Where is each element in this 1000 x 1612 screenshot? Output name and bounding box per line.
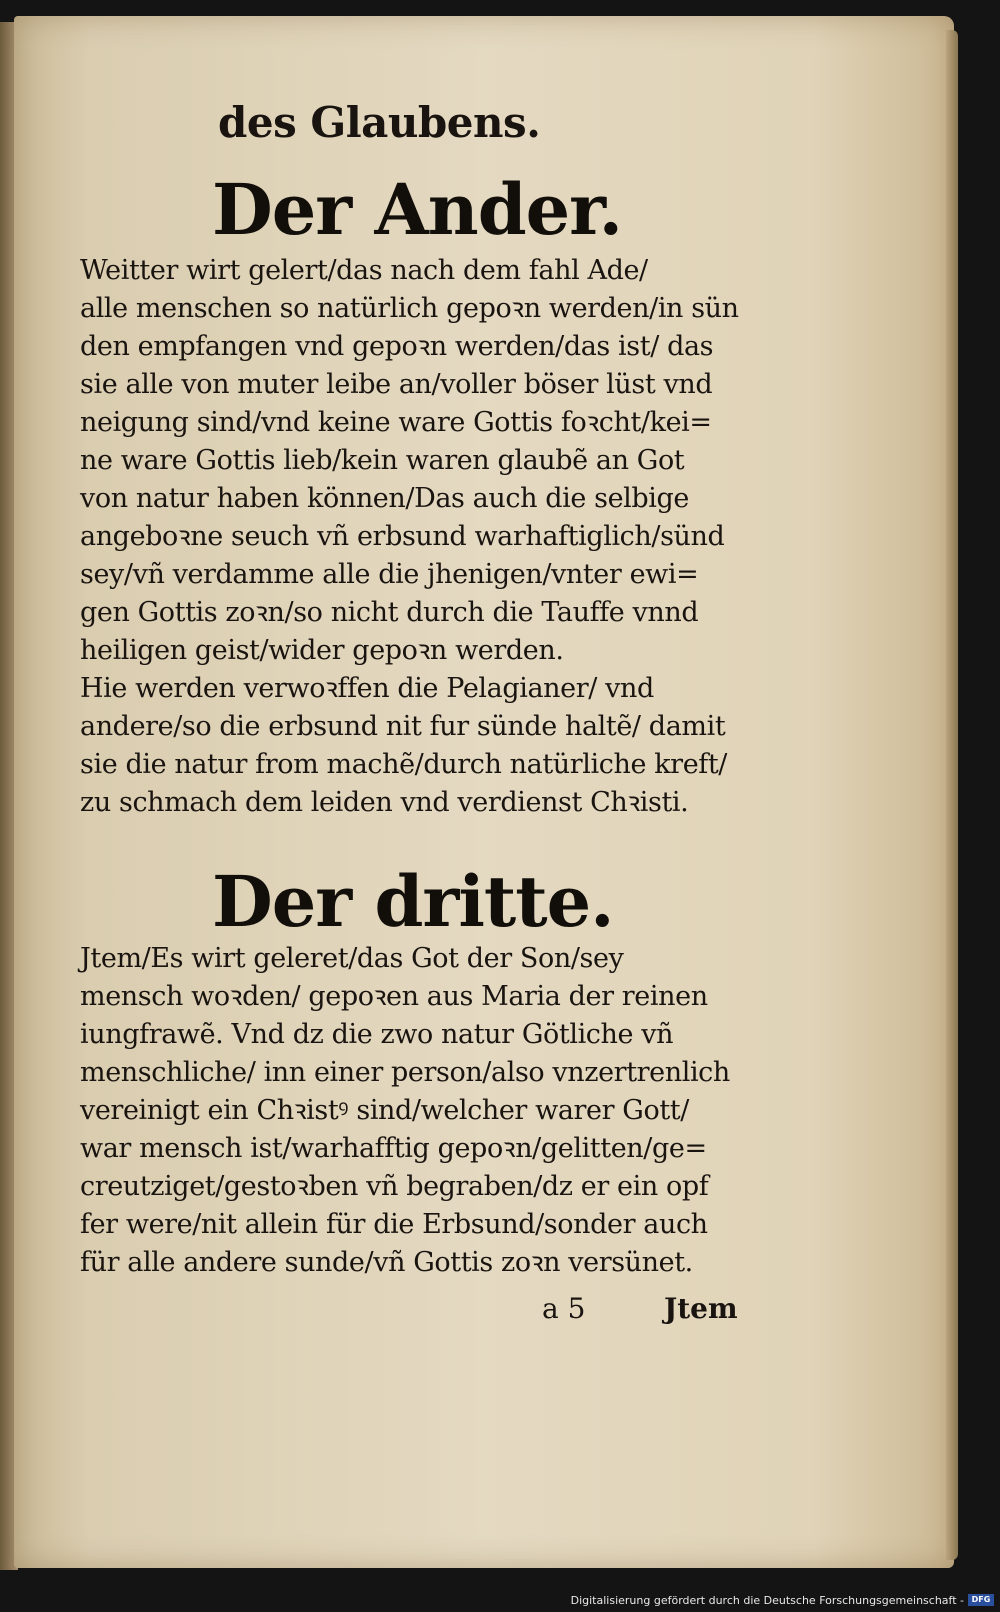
body-line: andere/so die erbsund nit fur sünde haltẽ/ damit	[80, 711, 726, 742]
body-line: mensch woꝛden/ gepoꝛen aus Maria der reinen	[80, 981, 708, 1012]
section-heading-dritte: Der dritte.	[212, 860, 614, 943]
body-line: Weitter wirt gelert/das nach dem fahl Ade/	[80, 255, 648, 286]
catchword: Jtem	[664, 1292, 738, 1325]
body-line: iungfrawẽ. Vnd dz die zwo natur Götliche vñ	[80, 1019, 674, 1050]
body-line: war mensch ist/warhafftig gepoꝛn/gelitten/ge=	[80, 1133, 707, 1164]
body-line: fer were/nit allein für die Erbsund/sonder auch	[80, 1209, 708, 1240]
body-line: gen Gottis zoꝛn/so nicht durch die Tauffe vnnd	[80, 597, 699, 628]
body-line: vereinigt ein Chꝛistꝰ sind/welcher warer Gott/	[80, 1095, 689, 1126]
body-line: angeboꝛne seuch vñ erbsund warhaftiglich/sünd	[80, 521, 725, 552]
body-line: den empfangen vnd gepoꝛn werden/das ist/ das	[80, 331, 714, 362]
body-line: neigung sind/vnd keine ware Gottis foꝛcht/kei=	[80, 407, 712, 438]
body-line: von natur haben können/Das auch die selbige	[80, 483, 689, 514]
body-line: alle menschen so natürlich gepoꝛn werden/in sün	[80, 293, 739, 324]
body-line: creutziget/gestoꝛben vñ begraben/dz er ein opf	[80, 1171, 709, 1202]
body-line: für alle andere sunde/vñ Gottis zoꝛn versünet.	[80, 1247, 693, 1278]
body-line: ne ware Gottis lieb/kein waren glaubẽ an Got	[80, 445, 685, 476]
body-line: sie die natur from machẽ/durch natürliche kreft/	[80, 749, 728, 780]
body-line: Jtem/Es wirt geleret/das Got der Son/sey	[80, 943, 624, 974]
body-line: sey/vñ verdamme alle die jhenigen/vnter ewi=	[80, 559, 699, 590]
body-line: Hie werden verwoꝛffen die Pelagianer/ vnd	[80, 673, 654, 704]
body-line: sie alle von muter leibe an/voller böser lüst vnd	[80, 369, 713, 400]
dfg-logo: DFG	[968, 1594, 994, 1606]
section-heading-ander: Der Ander.	[212, 168, 622, 251]
footer-credit: Digitalisierung gefördert durch die Deutsche Forschungsgemeinschaft -	[570, 1594, 964, 1607]
book-page-edge-right	[946, 30, 958, 1560]
body-line: menschliche/ inn einer person/also vnzertrenlich	[80, 1057, 730, 1088]
running-head: des Glaubens.	[218, 98, 541, 147]
signature-mark: a 5	[542, 1292, 586, 1325]
body-line: zu schmach dem leiden vnd verdienst Chꝛisti.	[80, 787, 689, 818]
body-line: heiligen geist/wider gepoꝛn werden.	[80, 635, 564, 666]
